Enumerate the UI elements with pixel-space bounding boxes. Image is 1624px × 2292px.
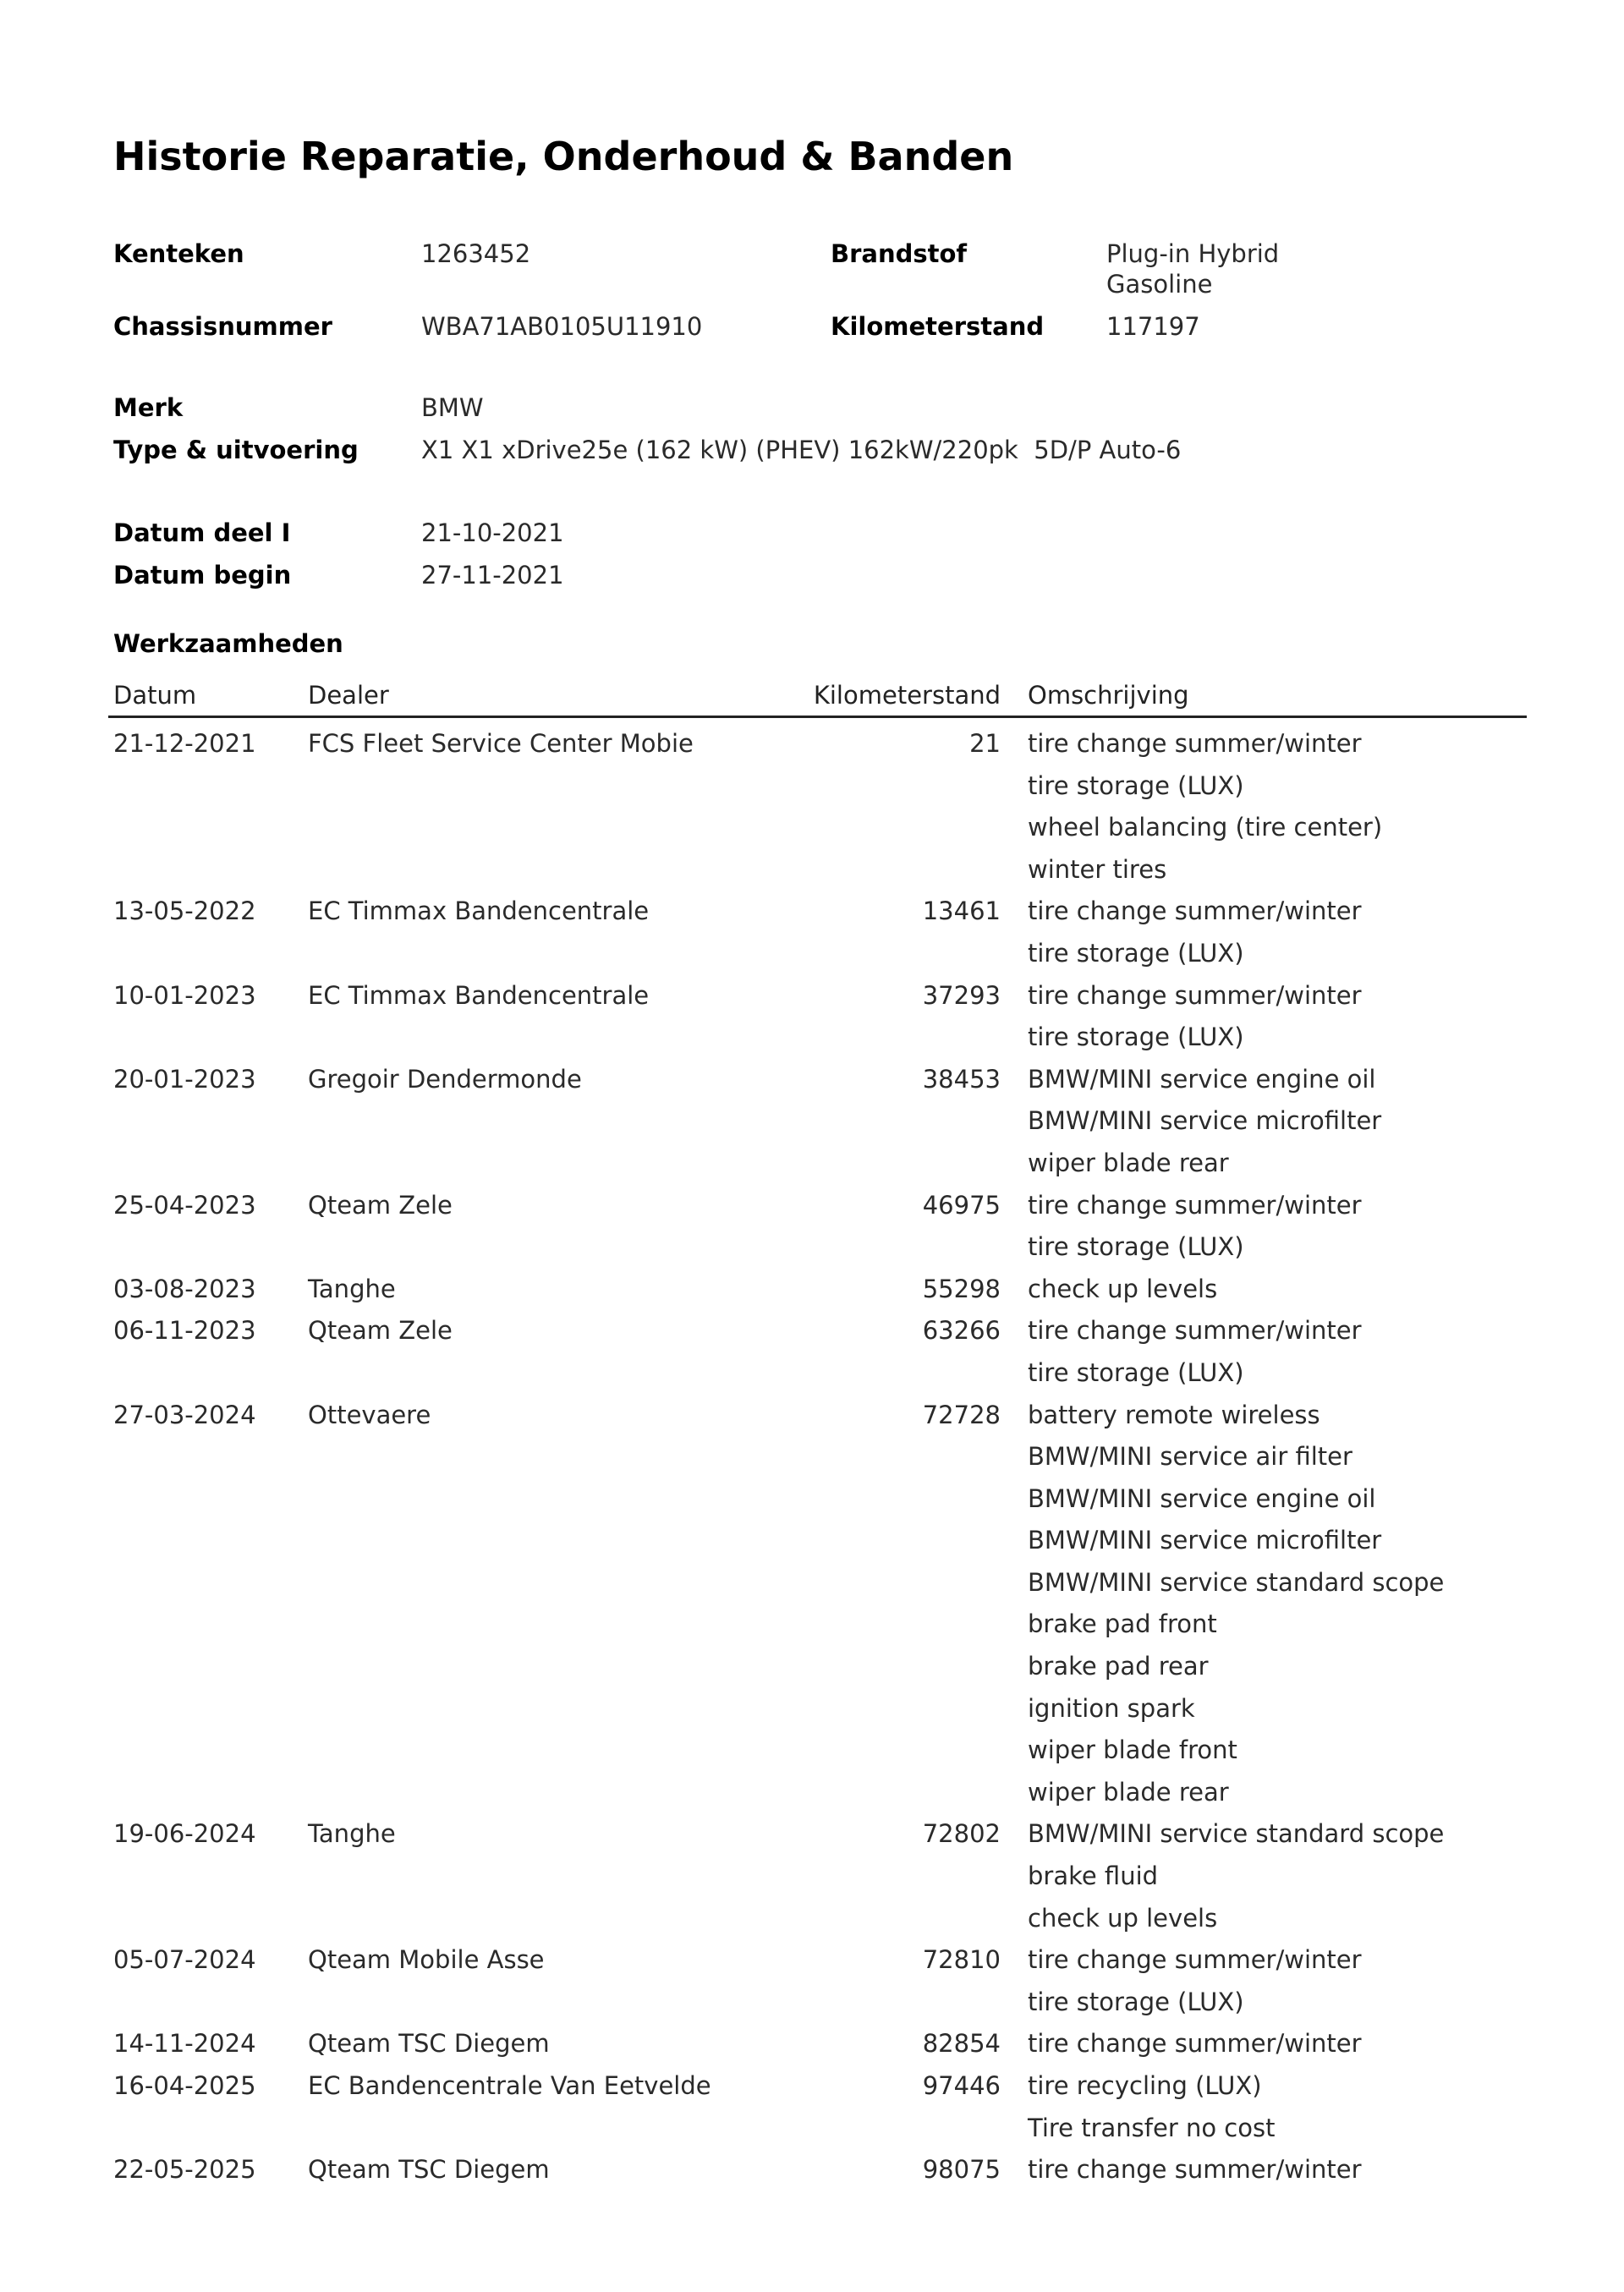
table-row xyxy=(0,1059,1624,1185)
kenteken-label: Kenteken xyxy=(113,239,244,268)
row-omschrijving xyxy=(1028,1939,1624,2023)
type-value: X1 X1 xDrive25e (162 kW) (PHEV) 162kW/220pk 5D/P Auto-6 xyxy=(421,436,1182,464)
brandstof-value-line2: Gasoline xyxy=(1106,270,1213,299)
row-dealer: Gregoir Dendermonde xyxy=(308,1064,582,1094)
kenteken-value: 1263452 xyxy=(421,239,531,268)
row-dealer: EC Timmax Bandencentrale xyxy=(308,897,650,926)
row-omschrijving xyxy=(1028,2065,1624,2149)
table-row xyxy=(0,2023,1624,2065)
row-dealer: EC Bandencentrale Van Eetvelde xyxy=(308,2071,711,2100)
row-dealer: Tanghe xyxy=(308,1274,396,1303)
omschrijving-item: tire change summer/winter xyxy=(1028,1316,1362,1346)
row-kilometerstand: 72728 xyxy=(922,1400,1001,1429)
kilometerstand-label: Kilometerstand xyxy=(831,312,1045,341)
omschrijving-item: wheel balancing (tire center) xyxy=(1028,813,1383,842)
row-kilometerstand: 38453 xyxy=(922,1064,1001,1094)
omschrijving-item: tire storage (LUX) xyxy=(1028,938,1244,968)
column-header-kilometerstand: Kilometerstand xyxy=(813,681,1001,710)
omschrijving-item: BMW/MINI service engine oil xyxy=(1028,1064,1376,1094)
werkzaamheden-title: Werkzaamheden xyxy=(113,629,343,658)
brandstof-value-line1: Plug-in Hybrid xyxy=(1106,239,1280,268)
omschrijving-item: Tire transfer no cost xyxy=(1028,2113,1276,2142)
omschrijving-item: tire storage (LUX) xyxy=(1028,1987,1244,2016)
row-kilometerstand: 72802 xyxy=(922,1819,1001,1849)
chassisnummer-label: Chassisnummer xyxy=(113,312,332,341)
omschrijving-item: tire storage (LUX) xyxy=(1028,1357,1244,1387)
row-kilometerstand: 21 xyxy=(969,729,1001,758)
type-label: Type & uitvoering xyxy=(113,436,359,464)
omschrijving-item: tire storage (LUX) xyxy=(1028,770,1244,800)
row-omschrijving xyxy=(1028,1310,1624,1394)
omschrijving-item: winter tires xyxy=(1028,854,1167,884)
omschrijving-item: check up levels xyxy=(1028,1903,1218,1933)
row-datum: 10-01-2023 xyxy=(113,980,256,1010)
omschrijving-item: tire change summer/winter xyxy=(1028,897,1362,926)
omschrijving-item: wiper blade front xyxy=(1028,1735,1237,1765)
chassisnummer-value: WBA71AB0105U11910 xyxy=(421,312,703,341)
row-omschrijving xyxy=(1028,1059,1624,1185)
table-row xyxy=(0,723,1624,891)
column-header-dealer: Dealer xyxy=(308,681,389,710)
omschrijving-item: brake fluid xyxy=(1028,1862,1159,1891)
row-datum: 13-05-2022 xyxy=(113,897,256,926)
omschrijving-item: BMW/MINI service air filter xyxy=(1028,1442,1352,1472)
datum-deel-value: 21-10-2021 xyxy=(421,518,564,547)
row-dealer: Ottevaere xyxy=(308,1400,431,1429)
omschrijving-item: tire change summer/winter xyxy=(1028,1945,1362,1975)
row-omschrijving xyxy=(1028,1185,1624,1269)
row-datum: 03-08-2023 xyxy=(113,1274,256,1303)
row-kilometerstand: 46975 xyxy=(922,1190,1001,1220)
row-omschrijving xyxy=(1028,1813,1624,1939)
omschrijving-item: check up levels xyxy=(1028,1274,1218,1303)
row-dealer: Qteam Zele xyxy=(308,1190,453,1220)
table-row xyxy=(0,1939,1624,2023)
omschrijving-item: tire recycling (LUX) xyxy=(1028,2071,1262,2100)
row-omschrijving xyxy=(1028,1269,1624,1311)
table-row xyxy=(0,1813,1624,1939)
omschrijving-item: tire change summer/winter xyxy=(1028,1190,1362,1220)
omschrijving-item: BMW/MINI service standard scope xyxy=(1028,1567,1445,1597)
row-dealer: Qteam TSC Diegem xyxy=(308,2029,550,2059)
row-datum: 19-06-2024 xyxy=(113,1819,256,1849)
row-kilometerstand: 98075 xyxy=(922,2155,1001,2185)
column-header-datum: Datum xyxy=(113,681,197,710)
table-row xyxy=(0,2065,1624,2149)
header-divider xyxy=(108,716,1527,718)
column-header-omschrijving: Omschrijving xyxy=(1028,681,1189,710)
omschrijving-item: tire change summer/winter xyxy=(1028,2155,1362,2185)
omschrijving-item: ignition spark xyxy=(1028,1693,1195,1723)
omschrijving-item: wiper blade rear xyxy=(1028,1777,1229,1807)
omschrijving-item: tire change summer/winter xyxy=(1028,729,1362,758)
omschrijving-item: wiper blade rear xyxy=(1028,1148,1229,1177)
row-omschrijving xyxy=(1028,2149,1624,2191)
row-datum: 14-11-2024 xyxy=(113,2029,256,2059)
table-body xyxy=(0,723,1624,2191)
row-kilometerstand: 13461 xyxy=(922,897,1001,926)
row-omschrijving xyxy=(1028,975,1624,1059)
row-omschrijving xyxy=(1028,1395,1624,1814)
omschrijving-item: BMW/MINI service microfilter xyxy=(1028,1526,1382,1555)
merk-label: Merk xyxy=(113,393,184,422)
row-kilometerstand: 37293 xyxy=(922,980,1001,1010)
table-row xyxy=(0,2149,1624,2191)
row-kilometerstand: 63266 xyxy=(922,1316,1001,1346)
row-dealer: Tanghe xyxy=(308,1819,396,1849)
omschrijving-item: brake pad front xyxy=(1028,1609,1217,1639)
table-row xyxy=(0,1395,1624,1814)
datum-deel-label: Datum deel I xyxy=(113,518,291,547)
table-row xyxy=(0,891,1624,974)
row-datum: 25-04-2023 xyxy=(113,1190,256,1220)
row-datum: 20-01-2023 xyxy=(113,1064,256,1094)
omschrijving-item: BMW/MINI service microfilter xyxy=(1028,1106,1382,1136)
row-dealer: FCS Fleet Service Center Mobie xyxy=(308,729,694,758)
datum-begin-label: Datum begin xyxy=(113,561,292,589)
row-kilometerstand: 82854 xyxy=(922,2029,1001,2059)
omschrijving-item: BMW/MINI service standard scope xyxy=(1028,1819,1445,1849)
row-dealer: EC Timmax Bandencentrale xyxy=(308,980,650,1010)
table-row xyxy=(0,975,1624,1059)
row-kilometerstand: 55298 xyxy=(922,1274,1001,1303)
merk-value: BMW xyxy=(421,393,484,422)
table-row xyxy=(0,1310,1624,1394)
row-datum: 05-07-2024 xyxy=(113,1945,256,1975)
row-dealer: Qteam Zele xyxy=(308,1316,453,1346)
row-datum: 06-11-2023 xyxy=(113,1316,256,1346)
row-kilometerstand: 97446 xyxy=(922,2071,1001,2100)
omschrijving-item: tire change summer/winter xyxy=(1028,2029,1362,2059)
omschrijving-item: tire storage (LUX) xyxy=(1028,1023,1244,1052)
table-row xyxy=(0,1185,1624,1269)
row-datum: 22-05-2025 xyxy=(113,2155,256,2185)
omschrijving-item: battery remote wireless xyxy=(1028,1400,1320,1429)
row-datum: 16-04-2025 xyxy=(113,2071,256,2100)
row-omschrijving xyxy=(1028,891,1624,974)
table-row xyxy=(0,1269,1624,1311)
row-dealer: Qteam Mobile Asse xyxy=(308,1945,545,1975)
datum-begin-value: 27-11-2021 xyxy=(421,561,564,589)
row-datum: 27-03-2024 xyxy=(113,1400,256,1429)
row-dealer: Qteam TSC Diegem xyxy=(308,2155,550,2185)
omschrijving-item: tire change summer/winter xyxy=(1028,980,1362,1010)
omschrijving-item: brake pad rear xyxy=(1028,1652,1209,1681)
kilometerstand-value: 117197 xyxy=(1106,312,1200,341)
omschrijving-item: tire storage (LUX) xyxy=(1028,1232,1244,1262)
row-datum: 21-12-2021 xyxy=(113,729,256,758)
omschrijving-item: BMW/MINI service engine oil xyxy=(1028,1483,1376,1513)
brandstof-label: Brandstof xyxy=(831,239,968,268)
row-omschrijving xyxy=(1028,723,1624,891)
row-omschrijving xyxy=(1028,2023,1624,2065)
page-title: Historie Reparatie, Onderhoud & Banden xyxy=(113,134,1014,179)
row-kilometerstand: 72810 xyxy=(922,1945,1001,1975)
